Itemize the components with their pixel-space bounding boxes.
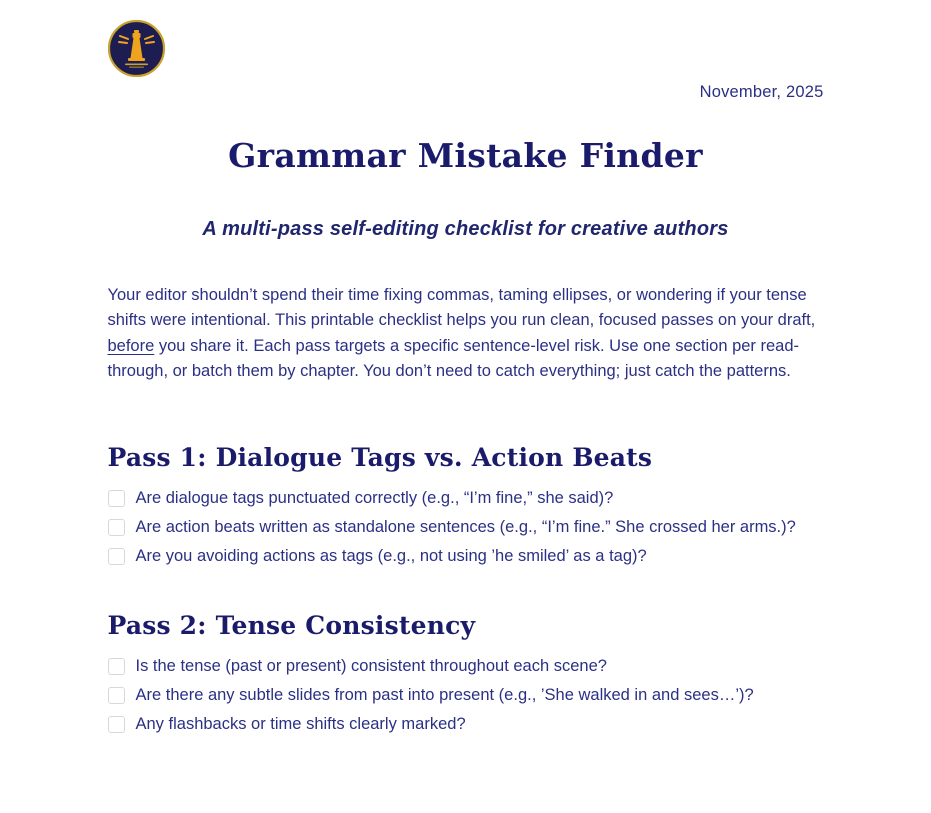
checklist-item-label: Is the tense (past or present) consistent throughout each scene? [135, 656, 607, 675]
document-page [108, 0, 824, 739]
intro-text-part1: Your editor shouldn’t spend their time fixing commas, taming ellipses, or wondering if your tense shifts were intentional. This printable checklist helps you run clean, focused passes on your draft, [107, 286, 816, 330]
checklist-item [108, 542, 824, 571]
checklist-item [108, 652, 824, 681]
checklist-item [108, 513, 824, 542]
checklist-item-label: Are you avoiding actions as tags (e.g., not using ’he smiled’ as a tag)? [135, 546, 647, 565]
checkbox[interactable] [108, 548, 125, 565]
checklist-pass-2 [108, 652, 824, 739]
page-title: Grammar Mistake Finder [228, 136, 703, 175]
section-heading-pass-1: Pass 1: Dialogue Tags vs. Action Beats [107, 442, 653, 472]
checklist-item [108, 484, 824, 513]
checkbox[interactable] [108, 658, 125, 675]
checkbox[interactable] [108, 716, 125, 733]
checklist-item-label: Are dialogue tags punctuated correctly (e.g., “I’m fine,” she said)? [135, 488, 614, 507]
checkbox[interactable] [108, 490, 125, 507]
logo-container [108, 20, 824, 78]
intro-text-part2: you share it. Each pass targets a specific sentence-level risk. Use one section per read-through, or batch them by chapter. You don’t need to catch everything; just catch the patterns. [107, 336, 800, 381]
page-subtitle: A multi-pass self-editing checklist for creative authors [202, 218, 729, 240]
lighthouse-logo-icon [108, 20, 165, 77]
document-date: November, 2025 [699, 83, 824, 101]
underlined-word: before [107, 336, 155, 355]
checkbox[interactable] [108, 687, 125, 704]
checklist-item [108, 710, 824, 739]
intro-paragraph [108, 283, 824, 385]
checklist-item-label: Are there any subtle slides from past into present (e.g., ’She walked in and sees…’)? [135, 685, 754, 704]
checklist-item-label: Are action beats written as standalone sentences (e.g., “I’m fine.” She crossed her arms.)? [135, 517, 796, 536]
checklist-item-label: Any flashbacks or time shifts clearly marked? [135, 714, 466, 733]
checklist-pass-1 [108, 484, 824, 571]
checkbox[interactable] [108, 519, 125, 536]
section-heading-pass-2: Pass 2: Tense Consistency [107, 610, 476, 640]
checklist-item [108, 681, 824, 710]
